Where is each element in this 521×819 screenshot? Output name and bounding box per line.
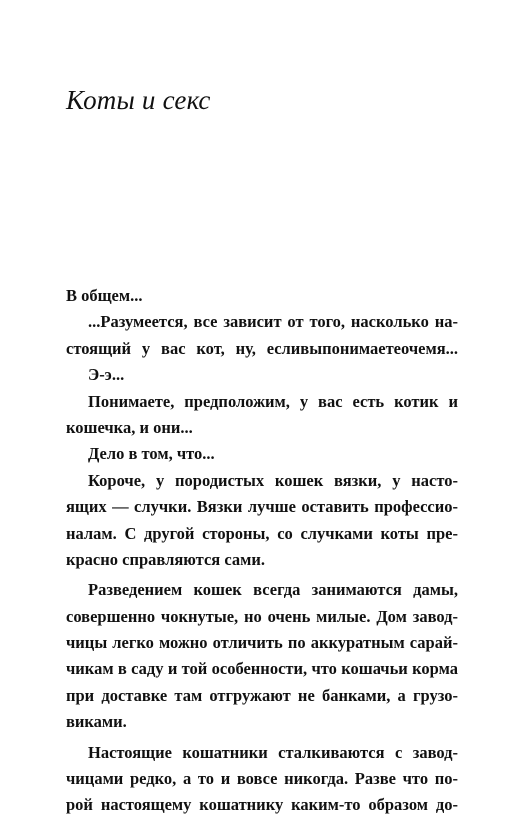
text-line: Разведением кошек всегда занимаются дамы, [88,580,458,600]
text-line: стоящий у вас кот, ну, есливыпонимаетеочемя... [66,338,458,358]
text-line: виками. [66,712,127,732]
text-line: Понимаете, предположим, у вас есть котик и [88,391,458,411]
text-line: В общем... [66,286,143,305]
text-line: при доставке там отгружают не банками, а грузо- [66,685,458,705]
text-line: Короче, у породистых кошек вязки, у насто- [88,470,458,490]
text-line: ...Разумеется, все зависит от того, насколько на- [88,312,458,332]
text-line: рой настоящему кошатнику каким-то образом до- [66,795,458,815]
text-line: Настоящие кошатники сталкиваются с завод- [88,742,458,762]
text-line: чикам в саду и той особенности, что кошачьи корма [66,659,458,679]
body-text [66,283,458,819]
text-line: чицами редко, а то и вовсе никогда. Разве что по- [66,769,458,789]
chapter-title: Коты и секс [66,85,211,115]
text-line: Дело в том, что... [88,444,215,464]
text-line: налам. С другой стороны, со случками коты пре- [66,523,458,543]
text-line: ящих — случки. Вязки лучше оставить профессио- [66,497,458,517]
text-line: совершенно чокнутые, но очень милые. Дом завод- [66,606,458,626]
text-line: кошечка, и они... [66,417,193,437]
text-line: красно справляются сами. [66,549,265,569]
text-line: Э-э... [88,365,125,385]
text-line: чицы легко можно отличить по аккуратным сарай- [66,633,458,653]
